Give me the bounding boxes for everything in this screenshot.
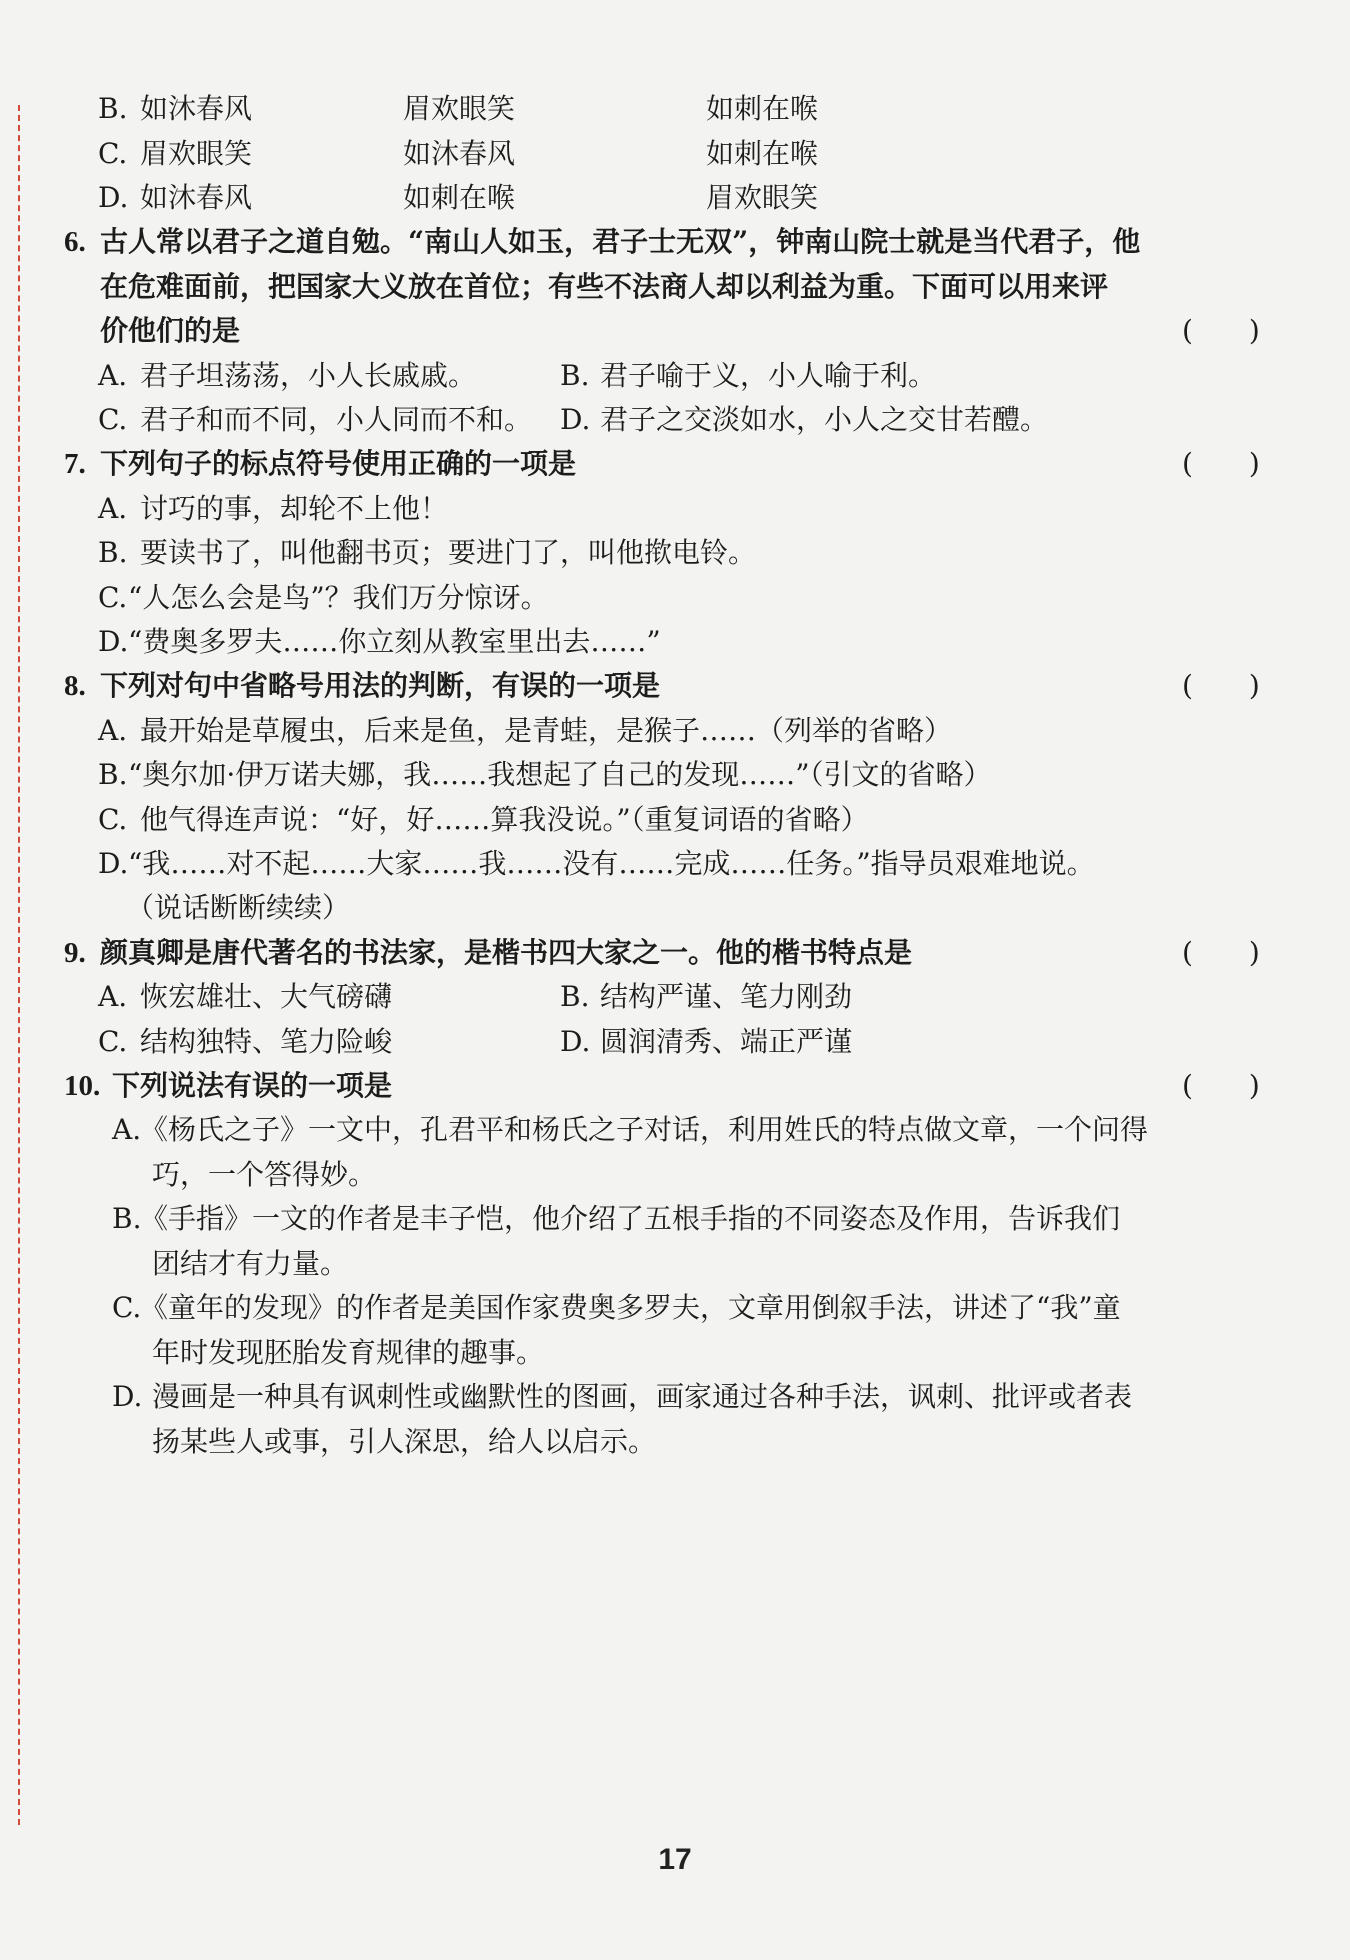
option-text: 圆润清秀、端正严谨 bbox=[600, 1025, 853, 1058]
option-label: D. bbox=[560, 403, 591, 436]
answer-parentheses[interactable]: ( ) bbox=[1182, 447, 1260, 480]
option-text: 君子喻于义，小人喻于利。 bbox=[600, 359, 937, 392]
option-text: “我……对不起……大家……我……没有……完成……任务。”指导员艰难地说。 bbox=[128, 847, 1095, 880]
option-col-2: 如刺在喉 bbox=[403, 181, 516, 214]
option-label: C. bbox=[98, 403, 128, 436]
option-label: C. bbox=[98, 581, 128, 614]
option-text: 要读书了，叫他翻书页；要进门了，叫他揿电铃。 bbox=[140, 536, 757, 569]
answer-parentheses[interactable]: ( ) bbox=[1182, 669, 1260, 702]
option-label: C. bbox=[98, 803, 128, 836]
option-label: B. bbox=[98, 536, 128, 569]
option-label: A. bbox=[98, 714, 128, 747]
option-text: 年时发现胚胎发育规律的趣事。 bbox=[152, 1336, 545, 1369]
option-text: 漫画是一种具有讽刺性或幽默性的图画，画家通过各种手法，讽刺、批评或者表 bbox=[152, 1380, 1133, 1413]
option-text: 结构独特、笔力险峻 bbox=[140, 1025, 393, 1058]
q10-option-d-continued bbox=[0, 1414, 1350, 1470]
answer-parentheses[interactable]: ( ) bbox=[1182, 314, 1260, 347]
option-text: 君子坦荡荡，小人长戚戚。 bbox=[140, 359, 477, 392]
option-text: 恢宏雄壮、大气磅礴 bbox=[140, 980, 393, 1013]
option-label: B. bbox=[98, 92, 128, 125]
option-col-1: 眉欢眼笑 bbox=[140, 137, 253, 170]
answer-parentheses[interactable]: ( ) bbox=[1182, 1069, 1260, 1102]
question-number: 7. bbox=[64, 448, 86, 480]
option-label: D. bbox=[112, 1380, 143, 1413]
option-col-3: 如刺在喉 bbox=[706, 137, 819, 170]
option-text: 团结才有力量。 bbox=[152, 1247, 349, 1280]
option-col-3: 如刺在喉 bbox=[706, 92, 819, 125]
option-label: D. bbox=[98, 181, 129, 214]
option-label: C. bbox=[98, 1025, 128, 1058]
question-text: 下列说法有误的一项是 bbox=[112, 1069, 393, 1102]
option-text: 《手指》一文的作者是丰子恺，他介绍了五根手指的不同姿态及作用，告诉我们 bbox=[140, 1202, 1121, 1235]
option-text: “奥尔加·伊万诺夫娜，我……我想起了自己的发现……”（引文的省略） bbox=[128, 758, 992, 791]
option-label: A. bbox=[98, 359, 128, 392]
option-text: 君子和而不同，小人同而不和。 bbox=[140, 403, 533, 436]
option-label: C. bbox=[98, 137, 128, 170]
option-col-1: 如沐春风 bbox=[140, 181, 253, 214]
option-text: 结构严谨、笔力刚劲 bbox=[600, 980, 853, 1013]
option-col-3: 眉欢眼笑 bbox=[706, 181, 819, 214]
option-label: A. bbox=[98, 492, 128, 525]
option-text: 讨巧的事，却轮不上他！ bbox=[140, 492, 449, 525]
option-label: C. bbox=[112, 1291, 142, 1324]
option-col-2: 如沐春风 bbox=[403, 137, 516, 170]
option-text: 《杨氏之子》一文中，孔君平和杨氏之子对话，利用姓氏的特点做文章，一个问得 bbox=[140, 1113, 1149, 1146]
option-label: B. bbox=[560, 359, 590, 392]
option-text: “费奥多罗夫……你立刻从教室里出去……” bbox=[128, 625, 661, 658]
option-col-2: 眉欢眼笑 bbox=[403, 92, 516, 125]
option-label: A. bbox=[112, 1113, 142, 1146]
question-number: 6. bbox=[64, 226, 86, 258]
option-text: （说话断断续续） bbox=[126, 891, 351, 924]
option-label: D. bbox=[560, 1025, 591, 1058]
question-text: 颜真卿是唐代著名的书法家，是楷书四大家之一。他的楷书特点是 bbox=[100, 936, 913, 969]
option-label: B. bbox=[560, 980, 590, 1013]
option-col-1: 如沐春风 bbox=[140, 92, 253, 125]
question-text: 价他们的是 bbox=[100, 314, 241, 347]
option-text: 《童年的发现》的作者是美国作家费奥多罗夫，文章用倒叙手法，讲述了“我”童 bbox=[140, 1291, 1121, 1324]
question-text: 在危难面前，把国家大义放在首位；有些不法商人却以利益为重。下面可以用来评 bbox=[100, 270, 1109, 303]
page-number: 17 bbox=[658, 1843, 692, 1876]
option-text: 君子之交淡如水，小人之交甘若醴。 bbox=[600, 403, 1049, 436]
option-text: 扬某些人或事，引人深思，给人以启示。 bbox=[152, 1425, 657, 1458]
option-text: “人怎么会是鸟”？我们万分惊讶。 bbox=[128, 581, 549, 614]
option-label: D. bbox=[98, 847, 129, 880]
question-number: 8. bbox=[64, 670, 86, 702]
option-text: 巧，一个答得妙。 bbox=[152, 1158, 377, 1191]
question-text: 古人常以君子之道自勉。“南山人如玉，君子士无双”，钟南山院士就是当代君子，他 bbox=[100, 225, 1141, 258]
option-text: 他气得连声说：“好，好……算我没说。”（重复词语的省略） bbox=[140, 803, 869, 836]
option-label: D. bbox=[98, 625, 129, 658]
question-text: 下列对句中省略号用法的判断，有误的一项是 bbox=[100, 669, 661, 702]
question-number: 10. bbox=[64, 1070, 101, 1102]
answer-parentheses[interactable]: ( ) bbox=[1182, 936, 1260, 969]
option-label: B. bbox=[112, 1202, 142, 1235]
option-label: A. bbox=[98, 980, 128, 1013]
option-label: B. bbox=[98, 758, 128, 791]
option-text: 最开始是草履虫，后来是鱼，是青蛙，是猴子……（列举的省略） bbox=[140, 714, 953, 747]
question-text: 下列句子的标点符号使用正确的一项是 bbox=[100, 447, 577, 480]
question-number: 9. bbox=[64, 937, 86, 969]
